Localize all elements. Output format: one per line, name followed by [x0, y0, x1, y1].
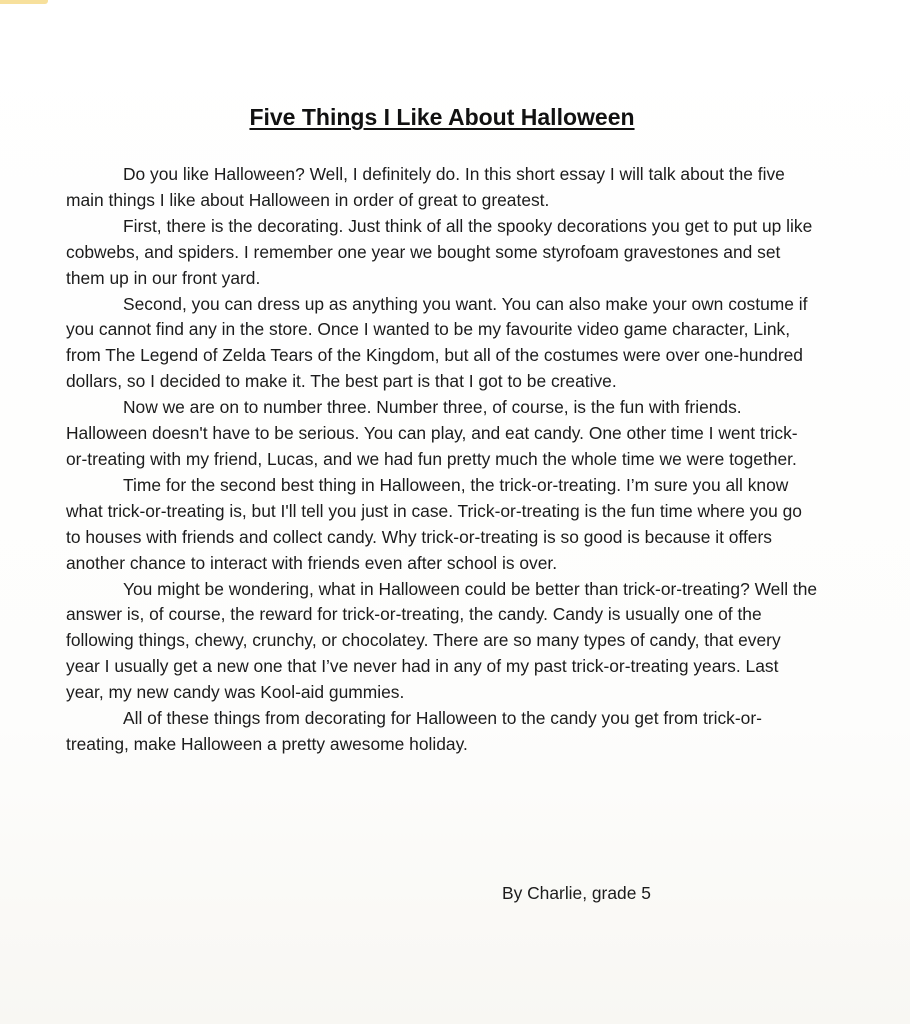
- paragraph-friends: Now we are on to number three. Number three, of course, is the fun with friends. Halloween doesn't have to be serious. You can play, and eat candy. One other time I went trick-or-treating with my friend, Lucas, and we had fun pretty much the whole time we were together.: [66, 397, 798, 469]
- paragraph-intro: Do you like Halloween? Well, I definitely do. In this short essay I will talk about the five main things I like about Halloween in order of great to greatest.: [66, 164, 785, 210]
- essay-body: [66, 162, 818, 758]
- essay-title: Five Things I Like About Halloween: [249, 104, 635, 130]
- paragraph-conclusion: All of these things from decorating for Halloween to the candy you get from trick-or-treating, make Halloween a pretty awesome holiday.: [66, 708, 762, 754]
- author-signature: By Charlie, grade 5: [502, 883, 651, 903]
- paragraph-decorating: First, there is the decorating. Just think of all the spooky decorations you get to put up like cobwebs, and spiders. I remember one year we bought some styrofoam gravestones and set them up in our front yard.: [66, 215, 813, 288]
- paragraph-costumes: Second, you can dress up as anything you want. You can also make your own costume if you cannot find any in the store. Once I wanted to be my favourite video game character, Link, from The Legend of Zelda Tears of the Kingdom, but all of the costumes were over one-hundred dollars, so I decided to make it. The best part is that I got to be creative.: [66, 293, 808, 392]
- paragraph-trick-or-treating: Time for the second best thing in Halloween, the trick-or-treating. I’m sure you all know what trick-or-treating is, but I'll tell you just in case. Trick-or-treating is the fun time where you go to houses with friends and collect candy. Why trick-or-treating is so good is because it offers another chance to interact with friends even after school is over.: [66, 474, 802, 573]
- paragraph-candy: You might be wondering, what in Halloween could be better than trick-or-treating? Well the answer is, of course, the reward for trick-or-treating, the candy. Candy is usually one of the following things, chewy, crunchy, or chocolatey. There are so many types of candy, that every year I usually get a new one that I’ve never had in any of my past trick-or-treating years. Last year, my new candy was Kool-aid gummies.: [66, 578, 818, 703]
- paper-corner-mark: [0, 0, 48, 4]
